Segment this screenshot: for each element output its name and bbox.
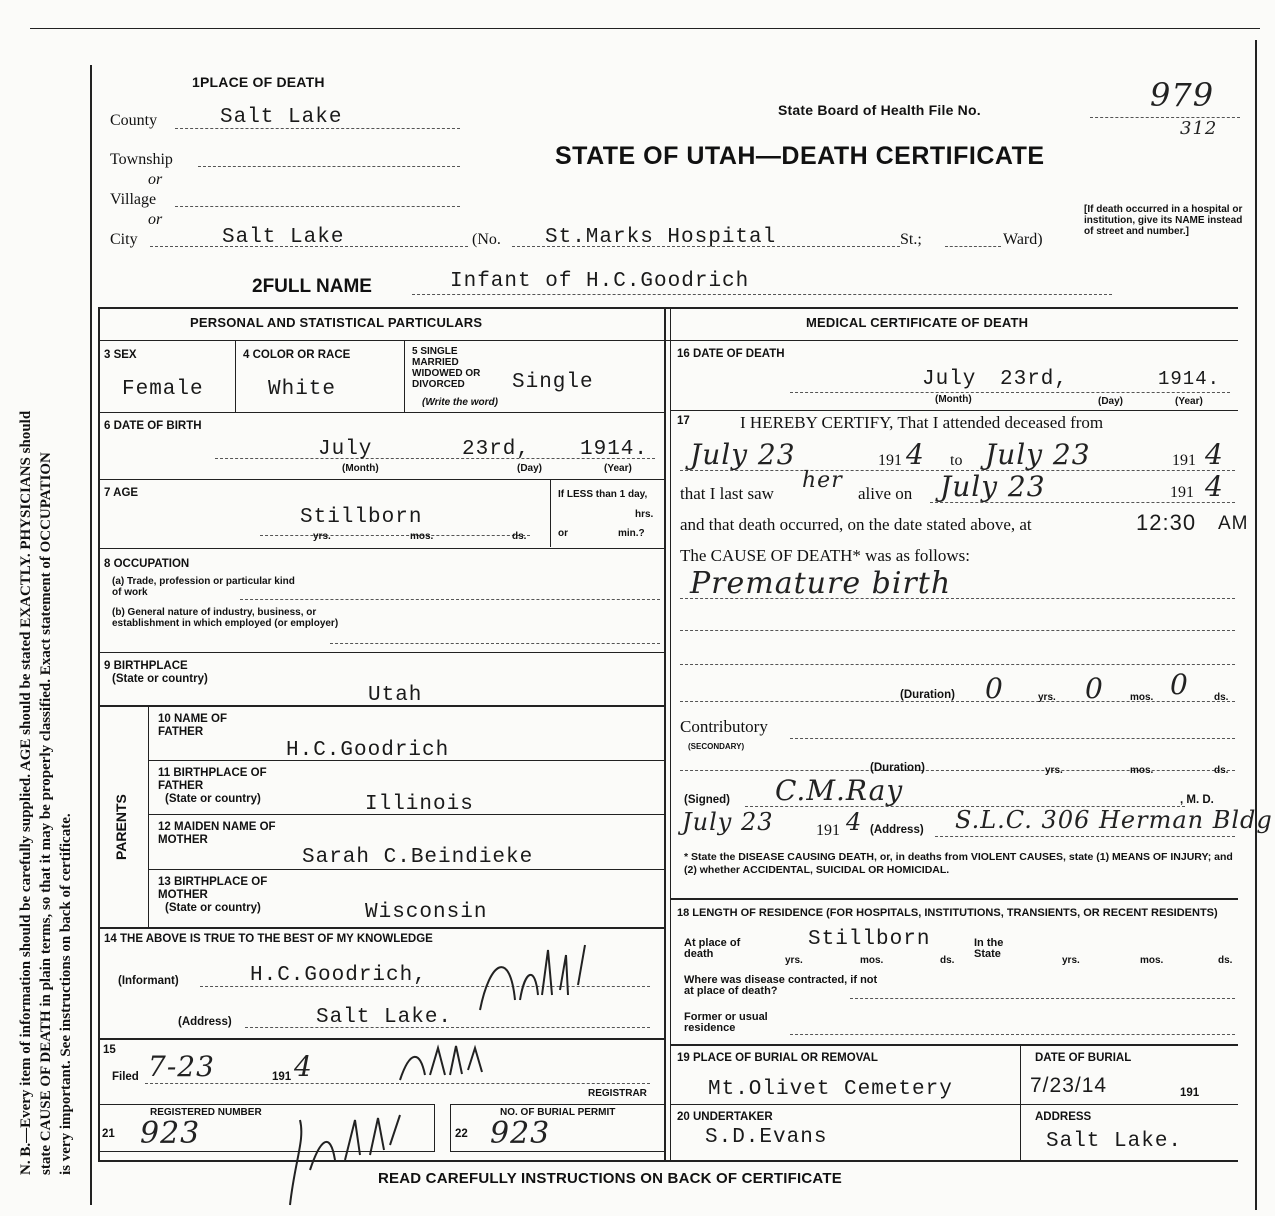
less-than-label: If LESS than 1 day, bbox=[558, 489, 648, 500]
res-mos: mos. bbox=[860, 955, 884, 966]
birthplace-value: Utah bbox=[368, 684, 423, 707]
row7-bottom bbox=[98, 548, 664, 549]
dod-day: 23rd, bbox=[1000, 368, 1069, 391]
dob-month-label: (Month) bbox=[342, 463, 379, 474]
county-label: County bbox=[110, 112, 158, 129]
death-time: 12:30 bbox=[1136, 510, 1197, 535]
signed-year: 4 bbox=[846, 808, 863, 836]
former-line bbox=[790, 1034, 1235, 1035]
less-or: or bbox=[558, 528, 568, 539]
duration-yrs: 0 bbox=[985, 672, 1004, 705]
alive-date: July 23 bbox=[940, 470, 1046, 503]
footnote: * State the DISEASE CAUSING DEATH, or, in deaths from VIOLENT CAUSES, state (1) MEANS OF INJURY; and (2) whether ACCIDENTAL, SUICIDAL OR HOMICIDAL. bbox=[684, 851, 1233, 876]
duration-mos-label: mos. bbox=[1130, 692, 1154, 703]
outer-right-border bbox=[1255, 40, 1257, 1210]
full-name-label: 2FULL NAME bbox=[252, 276, 372, 297]
reg-number-label: REGISTERED NUMBER bbox=[150, 1107, 262, 1118]
registrar-label: REGISTRAR bbox=[588, 1088, 647, 1099]
sex-label: 3 SEX bbox=[104, 349, 137, 361]
signed-year-prefix: 191 bbox=[816, 822, 840, 839]
dob-day-label: (Day) bbox=[517, 463, 543, 474]
row19-bottom bbox=[670, 1104, 1238, 1105]
full-name-line bbox=[412, 294, 1112, 295]
yr3-prefix: 191 bbox=[1170, 484, 1194, 501]
county-value: Salt Lake bbox=[220, 106, 343, 129]
mother-bp-label: 13 BIRTHPLACE OF MOTHER bbox=[158, 876, 268, 901]
filed-date: 7-23 bbox=[148, 1050, 215, 1083]
burial-date-value: 7/23/14 bbox=[1030, 1074, 1108, 1097]
marital-write: (Write the word) bbox=[422, 397, 498, 408]
state-ds: ds. bbox=[1218, 955, 1233, 966]
grid-top-line bbox=[98, 307, 1238, 309]
dod-day-label: (Day) bbox=[1098, 396, 1124, 407]
burial-permit-label: NO. OF BURIAL PERMIT bbox=[500, 1107, 616, 1118]
outer-left-border bbox=[90, 65, 92, 1205]
burial-place-value: Mt.Olivet Cemetery bbox=[708, 1078, 953, 1101]
less-hrs: hrs. bbox=[635, 509, 654, 520]
father-label: 10 NAME OF FATHER bbox=[158, 713, 228, 738]
dob-day: 23rd, bbox=[462, 438, 531, 461]
contributory-line bbox=[790, 738, 1235, 739]
mother-value: Sarah C.Beindieke bbox=[302, 846, 534, 869]
occupation-label: 8 OCCUPATION bbox=[104, 558, 190, 570]
dod-month-label: (Month) bbox=[935, 394, 972, 405]
duration-yrs-label: yrs. bbox=[1038, 692, 1056, 703]
filed-year-prefix: 191 bbox=[272, 1071, 292, 1083]
burial-permit-value: 923 bbox=[490, 1116, 551, 1151]
burial-year-suffix: 191 bbox=[1180, 1087, 1200, 1099]
signed-date: July 23 bbox=[682, 808, 774, 836]
secondary-label: (SECONDARY) bbox=[688, 742, 745, 751]
cause-line-1 bbox=[680, 598, 1235, 599]
alive-on: alive on bbox=[858, 484, 913, 503]
father-bp-value: Illinois bbox=[365, 793, 474, 816]
place-of-death-label: 1PLACE OF DEATH bbox=[192, 74, 325, 90]
file-no-line bbox=[1090, 117, 1240, 118]
duration2-yrs: yrs. bbox=[1045, 765, 1063, 776]
no-label: (No. bbox=[472, 231, 501, 248]
sig-address-value: S.L.C. 306 Herman Bldg bbox=[955, 806, 1273, 834]
ward-line bbox=[945, 246, 1001, 247]
death-occurred: and that death occurred, on the date stated above, at bbox=[680, 515, 1032, 534]
dod-year-label: (Year) bbox=[1175, 396, 1203, 407]
at-place-label: At place of death bbox=[684, 937, 741, 960]
birthplace-label: 9 BIRTHPLACE bbox=[104, 660, 188, 672]
row10-bottom bbox=[148, 760, 664, 761]
top-border bbox=[30, 28, 1260, 29]
dob-year-label: (Year) bbox=[604, 463, 632, 474]
row11-bottom bbox=[148, 814, 664, 815]
und-address-value: Salt Lake. bbox=[1046, 1130, 1183, 1153]
duration-ds-label: ds. bbox=[1214, 692, 1229, 703]
file-no-value: 979 bbox=[1150, 76, 1215, 114]
dod-label: 16 DATE OF DEATH bbox=[677, 348, 785, 360]
contracted-label: Where was disease contracted, if not at place of death? bbox=[684, 974, 878, 997]
informant-label: (Informant) bbox=[118, 975, 179, 987]
duration-mos: 0 bbox=[1085, 672, 1104, 705]
dod-month: July bbox=[922, 368, 977, 391]
age-divider bbox=[550, 479, 551, 547]
md-label: , M. D. bbox=[1180, 794, 1214, 806]
contributory-label: Contributory bbox=[680, 717, 768, 736]
burial-divider bbox=[1020, 1044, 1021, 1162]
last-saw-who: her bbox=[802, 468, 843, 493]
age-ds: ds. bbox=[512, 531, 527, 542]
certify-num: 17 bbox=[677, 415, 690, 427]
age-label: 7 AGE bbox=[104, 487, 139, 499]
city-label: City bbox=[110, 231, 138, 248]
dod-year: 1914. bbox=[1158, 368, 1221, 390]
cause-value: Premature birth bbox=[690, 566, 952, 601]
row17-bottom bbox=[670, 898, 1238, 900]
undertaker-label: 20 UNDERTAKER bbox=[677, 1111, 773, 1123]
cause-label: The CAUSE OF DEATH* was as follows: bbox=[680, 546, 970, 565]
marital-value: Single bbox=[512, 371, 594, 394]
mother-bp-value: Wisconsin bbox=[365, 901, 488, 924]
village-line bbox=[175, 206, 460, 207]
st-label: St.; bbox=[900, 231, 922, 248]
row6-bottom bbox=[98, 479, 664, 480]
sig-address-line bbox=[935, 836, 1235, 837]
village-label: Village bbox=[110, 191, 157, 208]
yr2-value: 4 bbox=[1205, 438, 1224, 471]
row3-bottom bbox=[98, 412, 664, 413]
side-note-line1: N. B.—Every item of information should be carefully supplied. AGE should be stated EXACTLY. PHYSICIANS should bbox=[18, 410, 34, 1175]
color-divider bbox=[404, 340, 405, 412]
township-label: Township bbox=[110, 151, 173, 168]
side-note-line2: state CAUSE OF DEATH in plain terms, so that it may be properly classified. Exact statement of OCCUPATION bbox=[38, 452, 54, 1175]
marital-label: 5 SINGLE MARRIED WIDOWED OR DIVORCED bbox=[412, 346, 481, 390]
filed-label: Filed bbox=[112, 1071, 139, 1083]
state-yrs: yrs. bbox=[1062, 955, 1080, 966]
death-am: AM bbox=[1218, 513, 1249, 534]
occupation-a-line bbox=[240, 599, 660, 600]
or-label-1: or bbox=[148, 171, 163, 188]
full-name-value: Infant of H.C.Goodrich bbox=[450, 270, 750, 293]
last-saw: that I last saw bbox=[680, 484, 774, 503]
occupation-b: (b) General nature of industry, business, or establishment in which employed (or employer) bbox=[112, 607, 339, 629]
yr1-prefix: 191 bbox=[878, 452, 902, 469]
to-label: to bbox=[950, 452, 963, 469]
father-value: H.C.Goodrich bbox=[286, 739, 450, 762]
yr2-prefix: 191 bbox=[1172, 452, 1196, 469]
informant-value: H.C.Goodrich, bbox=[250, 964, 427, 987]
registrar-signature bbox=[390, 1040, 510, 1090]
sex-divider bbox=[235, 340, 236, 412]
contracted-line bbox=[850, 998, 1235, 999]
hospital-note: [If death occurred in a hospital or institution, give its NAME instead of street and number.] bbox=[1084, 204, 1243, 237]
signed-label: (Signed) bbox=[684, 794, 730, 806]
filed-year: 4 bbox=[294, 1050, 313, 1083]
city-value: Salt Lake bbox=[222, 226, 345, 249]
from-date: July 23 bbox=[690, 438, 796, 471]
cause-line-2 bbox=[680, 630, 1235, 631]
parents-divider bbox=[148, 705, 149, 927]
sig-address-label: (Address) bbox=[870, 824, 924, 836]
informant-signature bbox=[470, 940, 610, 1035]
duration2-ds: ds. bbox=[1214, 765, 1229, 776]
signed-value: C.M.Ray bbox=[775, 774, 904, 807]
row18-bottom bbox=[670, 1044, 1238, 1046]
dob-year: 1914. bbox=[580, 438, 649, 461]
age-yrs: yrs. bbox=[313, 531, 331, 542]
row12-bottom bbox=[148, 869, 664, 870]
mother-label: 12 MAIDEN NAME OF MOTHER bbox=[158, 821, 276, 846]
cause-line-3 bbox=[680, 664, 1235, 665]
street-value: St.Marks Hospital bbox=[545, 226, 777, 249]
footer-text: READ CAREFULLY INSTRUCTIONS ON BACK OF CERTIFICATE bbox=[378, 1170, 842, 1187]
occupation-b-line bbox=[330, 643, 660, 644]
residence-value: Stillborn bbox=[808, 928, 931, 951]
reg-number-value: 923 bbox=[140, 1116, 201, 1151]
residence-label: 18 LENGTH OF RESIDENCE (FOR HOSPITALS, INSTITUTIONS, TRANSIENTS, OR RECENT RESIDENTS) bbox=[677, 907, 1218, 919]
to-date: July 23 bbox=[985, 438, 1091, 471]
true-label: 14 THE ABOVE IS TRUE TO THE BEST OF MY KNOWLEDGE bbox=[104, 933, 433, 945]
clerk-signature bbox=[260, 1100, 430, 1210]
duration2-mos: mos. bbox=[1130, 765, 1154, 776]
former-label: Former or usual residence bbox=[684, 1011, 768, 1034]
parents-label: PARENTS bbox=[113, 794, 129, 860]
center-divider bbox=[664, 307, 666, 1162]
res-ds: ds. bbox=[940, 955, 955, 966]
row8-bottom bbox=[98, 652, 664, 653]
undertaker-value: S.D.Evans bbox=[705, 1126, 828, 1149]
res-yrs: yrs. bbox=[785, 955, 803, 966]
side-note-line3: is very important. See instructions on back of certificate. bbox=[58, 813, 74, 1175]
township-line bbox=[198, 166, 460, 167]
left-grid-border bbox=[98, 307, 100, 1162]
state-mos: mos. bbox=[1140, 955, 1164, 966]
section-header-line bbox=[98, 340, 1238, 341]
certify-text: I HEREBY CERTIFY, That I attended deceased from bbox=[740, 413, 1104, 432]
row13-bottom bbox=[98, 927, 664, 929]
center-divider-2 bbox=[670, 307, 671, 1162]
dob-month: July bbox=[318, 438, 373, 461]
address-value: Salt Lake. bbox=[316, 1006, 453, 1029]
und-address-label: ADDRESS bbox=[1035, 1111, 1092, 1123]
mother-bp-sub: (State or country) bbox=[165, 902, 261, 914]
row9-bottom bbox=[98, 705, 664, 707]
file-no-sub: 312 bbox=[1180, 118, 1218, 139]
birthplace-sub: (State or country) bbox=[112, 673, 208, 685]
age-value: Stillborn bbox=[300, 506, 423, 529]
burial-permit-prefix: 22 bbox=[455, 1128, 468, 1140]
occupation-a: (a) Trade, profession or particular kind of work bbox=[112, 576, 295, 598]
color-value: White bbox=[268, 378, 337, 401]
sex-value: Female bbox=[122, 378, 204, 401]
file-no-label: State Board of Health File No. bbox=[778, 102, 981, 118]
or-label-2: or bbox=[148, 211, 163, 228]
burial-date-label: DATE OF BURIAL bbox=[1035, 1052, 1132, 1064]
yr3-value: 4 bbox=[1205, 470, 1224, 503]
color-label: 4 COLOR OR RACE bbox=[243, 349, 351, 361]
address-label: (Address) bbox=[178, 1016, 232, 1028]
filed-num: 15 bbox=[103, 1044, 116, 1056]
less-min: min.? bbox=[618, 528, 645, 539]
personal-section-title: PERSONAL AND STATISTICAL PARTICULARS bbox=[190, 315, 483, 330]
duration2-label: (Duration) bbox=[870, 762, 925, 774]
row16-bottom bbox=[670, 410, 1238, 411]
in-state-label: In the State bbox=[974, 937, 1004, 960]
reg-number-prefix: 21 bbox=[102, 1128, 115, 1140]
father-bp-sub: (State or country) bbox=[165, 793, 261, 805]
yr1-value: 4 bbox=[906, 438, 925, 471]
dod-line bbox=[790, 392, 1230, 393]
medical-section-title: MEDICAL CERTIFICATE OF DEATH bbox=[806, 315, 1029, 330]
ward-label: Ward) bbox=[1003, 231, 1043, 248]
duration-ds: 0 bbox=[1170, 668, 1189, 701]
burial-place-label: 19 PLACE OF BURIAL OR REMOVAL bbox=[677, 1052, 878, 1064]
row14-bottom bbox=[98, 1038, 664, 1040]
age-mos: mos. bbox=[410, 531, 434, 542]
duration-label: (Duration) bbox=[900, 689, 955, 701]
dob-label: 6 DATE OF BIRTH bbox=[104, 420, 202, 432]
certificate-title: STATE OF UTAH—DEATH CERTIFICATE bbox=[555, 142, 1045, 170]
father-bp-label: 11 BIRTHPLACE OF FATHER bbox=[158, 767, 267, 792]
age-line bbox=[260, 535, 530, 536]
